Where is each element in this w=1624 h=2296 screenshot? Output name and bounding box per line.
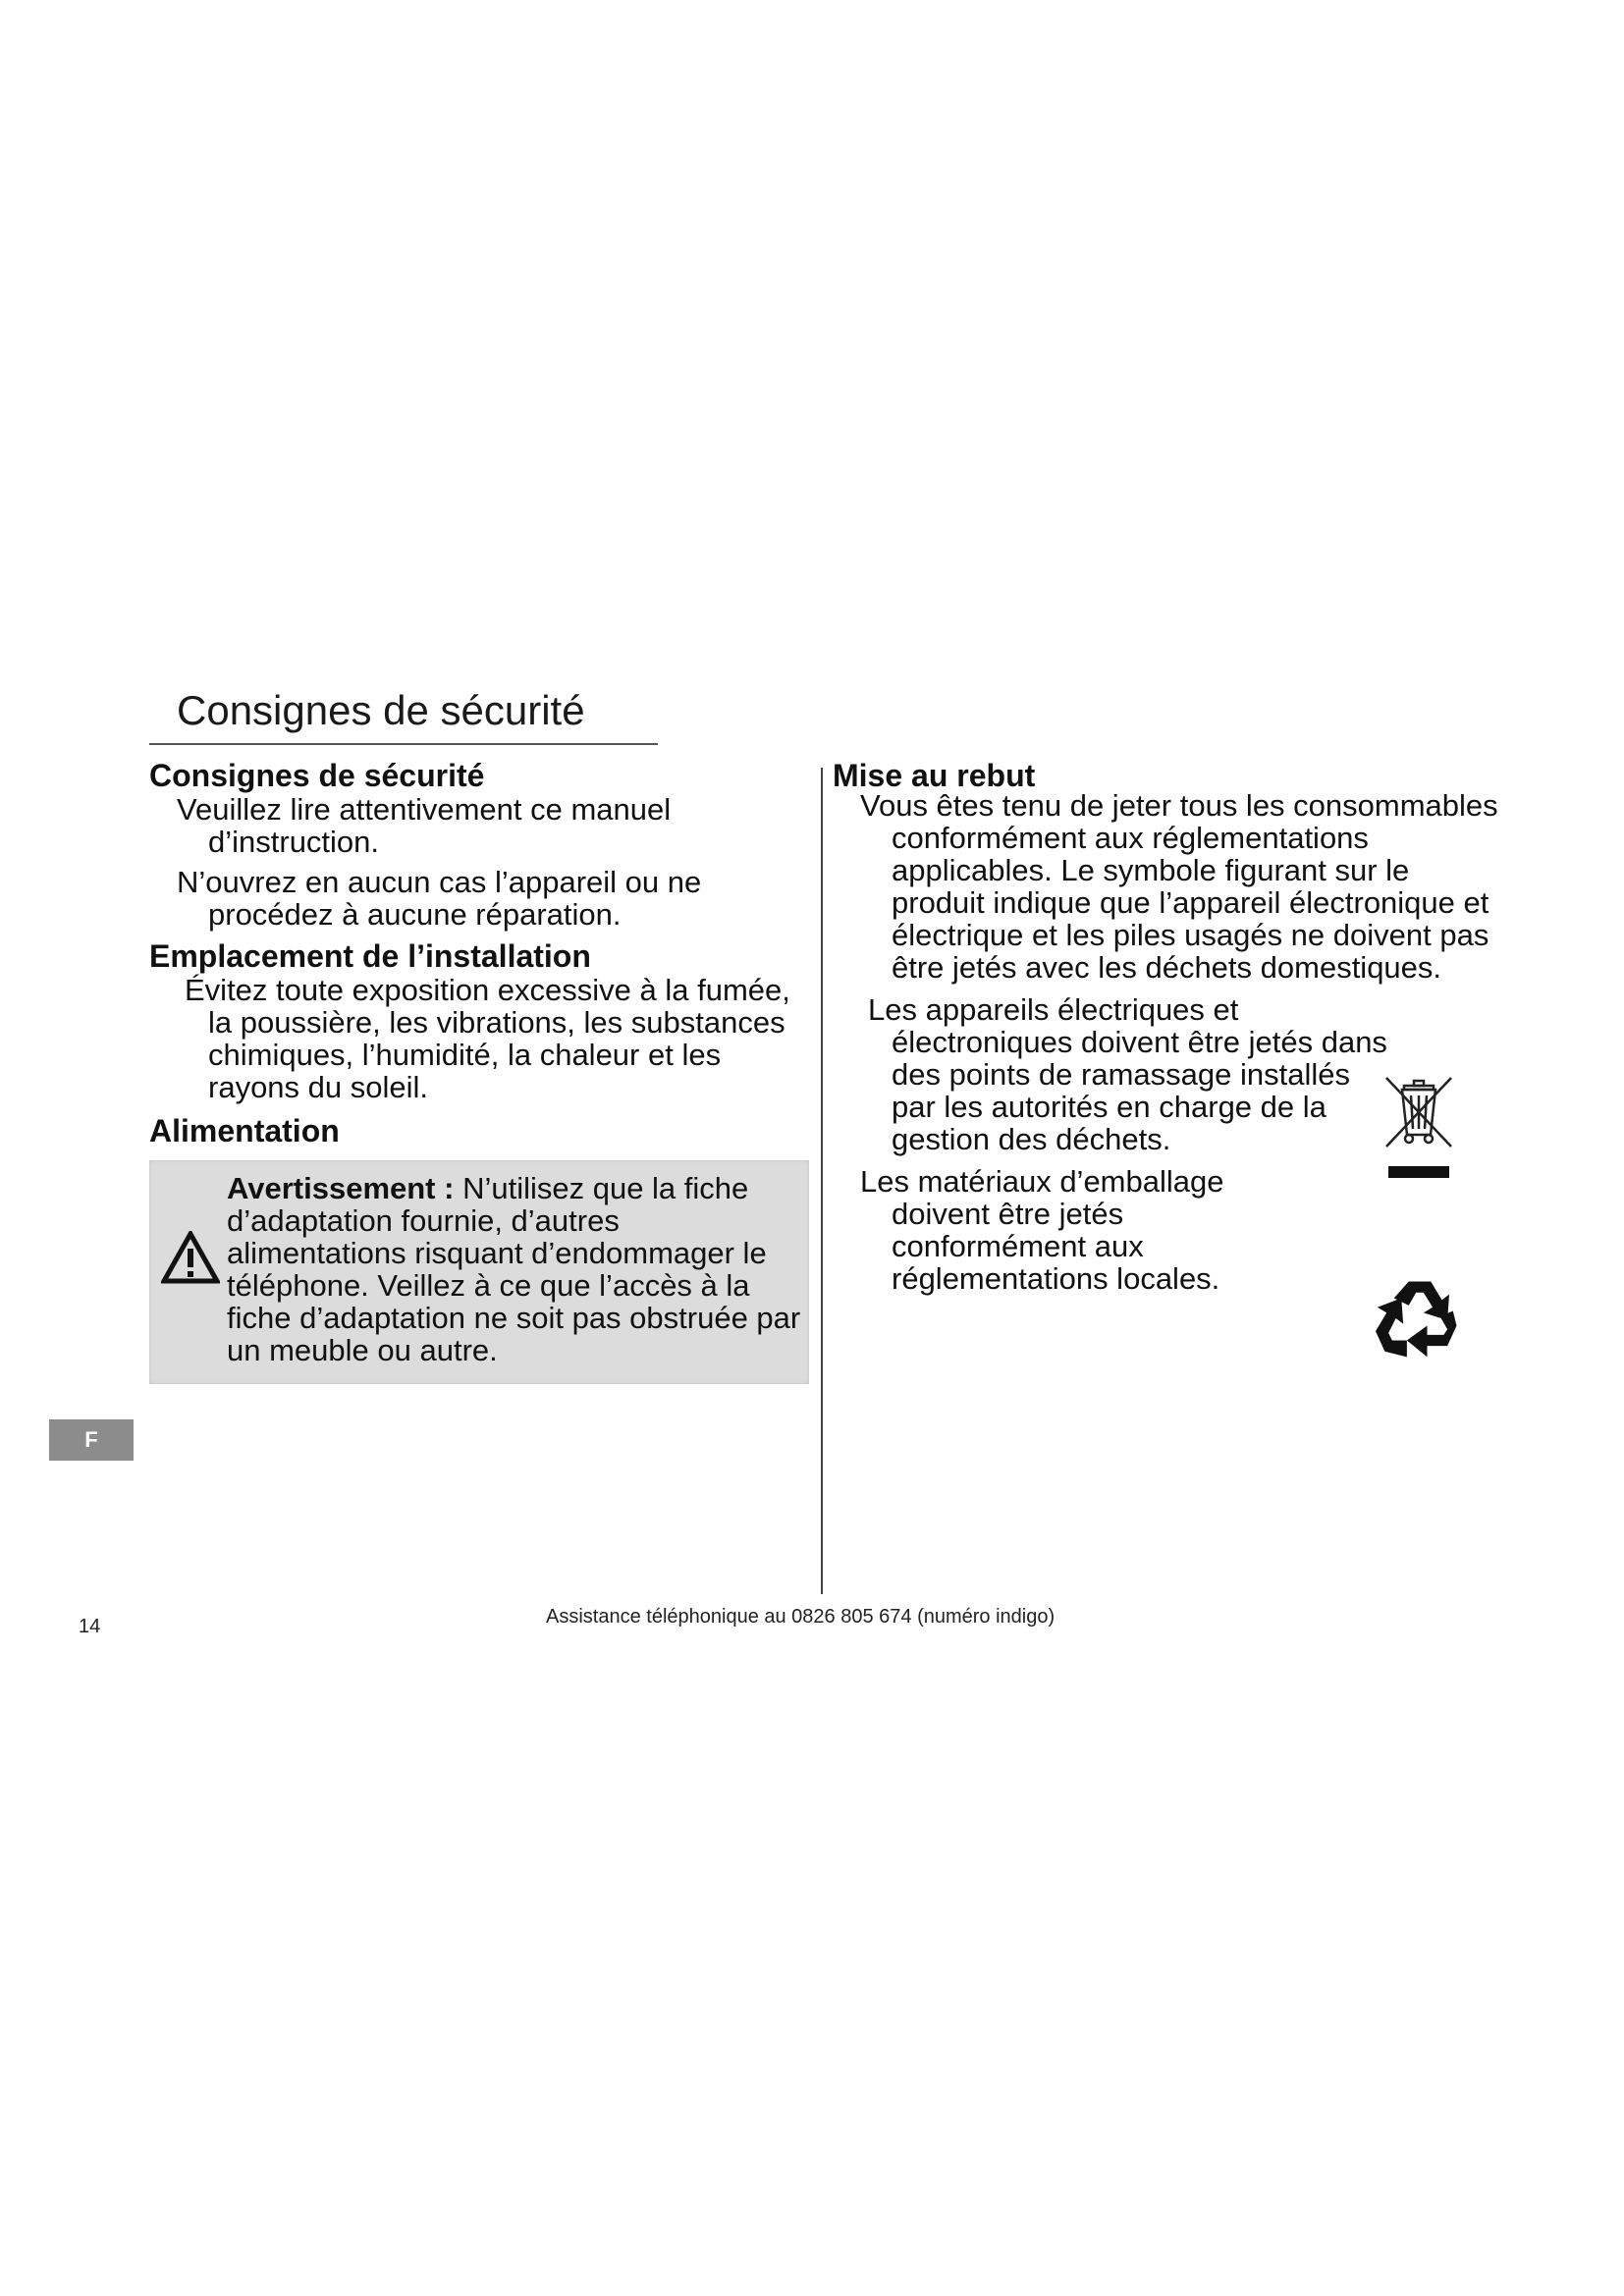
- warning-box: [149, 1160, 809, 1384]
- footer-helpline: Assistance téléphonique au 0826 805 674 (numéro indigo): [546, 1606, 1056, 1628]
- installation-heading: Emplacement de l’installation: [149, 938, 591, 974]
- disposal-paragraph-regulations: Vous êtes tenu de jeter tous les consommables conformément aux réglementations applicables. Le symbole figurant sur le produit indique que l’appareil électronique et électrique et les piles usagés ne doivent pas être jetés avec les déchets domestiques.: [860, 788, 1498, 985]
- safety-paragraph-read-manual: Veuillez lire attentivement ce manuel d’instruction.: [177, 792, 672, 859]
- warning-body: N’utilisez que la fiche d’adaptation fournie, d’autres alimentations risquant d’endommager le téléphone. Veillez à ce que l’accès à la fiche d’adaptation ne soit pas obstruée par un meuble ou autre.: [227, 1171, 801, 1367]
- right-column: [833, 758, 1510, 1295]
- recycle-icon: [1373, 1274, 1467, 1362]
- power-heading: Alimentation: [149, 1113, 340, 1148]
- warning-text: [227, 1172, 801, 1366]
- page-title: Consignes de sécurité: [177, 687, 585, 733]
- column-divider: [821, 768, 823, 1594]
- page-number: 14: [79, 1616, 101, 1637]
- safety-heading: Consignes de sécurité: [149, 758, 485, 793]
- disposal-paragraph-packaging: Les matériaux d’emballage doivent être jetés conformément aux réglementations locales.: [860, 1164, 1224, 1296]
- disposal-paragraph-collection: Les appareils électriques et électroniques doivent être jetés dans des points de ramassage installés par les autorités en charge de la gestion des déchets.: [868, 992, 1387, 1156]
- disposal-heading: Mise au rebut: [833, 758, 1036, 793]
- warning-triangle-icon: [161, 1231, 220, 1284]
- warning-label: Avertissement :: [227, 1171, 455, 1205]
- crossed-bin-icon: [1382, 1072, 1455, 1180]
- safety-paragraph-no-repair: N’ouvrez en aucun cas l’appareil ou ne procédez à aucune réparation.: [177, 865, 702, 932]
- title-underline: [149, 743, 658, 745]
- language-tab: F: [49, 1419, 134, 1461]
- installation-paragraph: Évitez toute exposition excessive à la fumée, la poussière, les vibrations, les substances chimiques, l’humidité, la chaleur et les rayons du soleil.: [185, 973, 790, 1104]
- left-column: [149, 758, 813, 1148]
